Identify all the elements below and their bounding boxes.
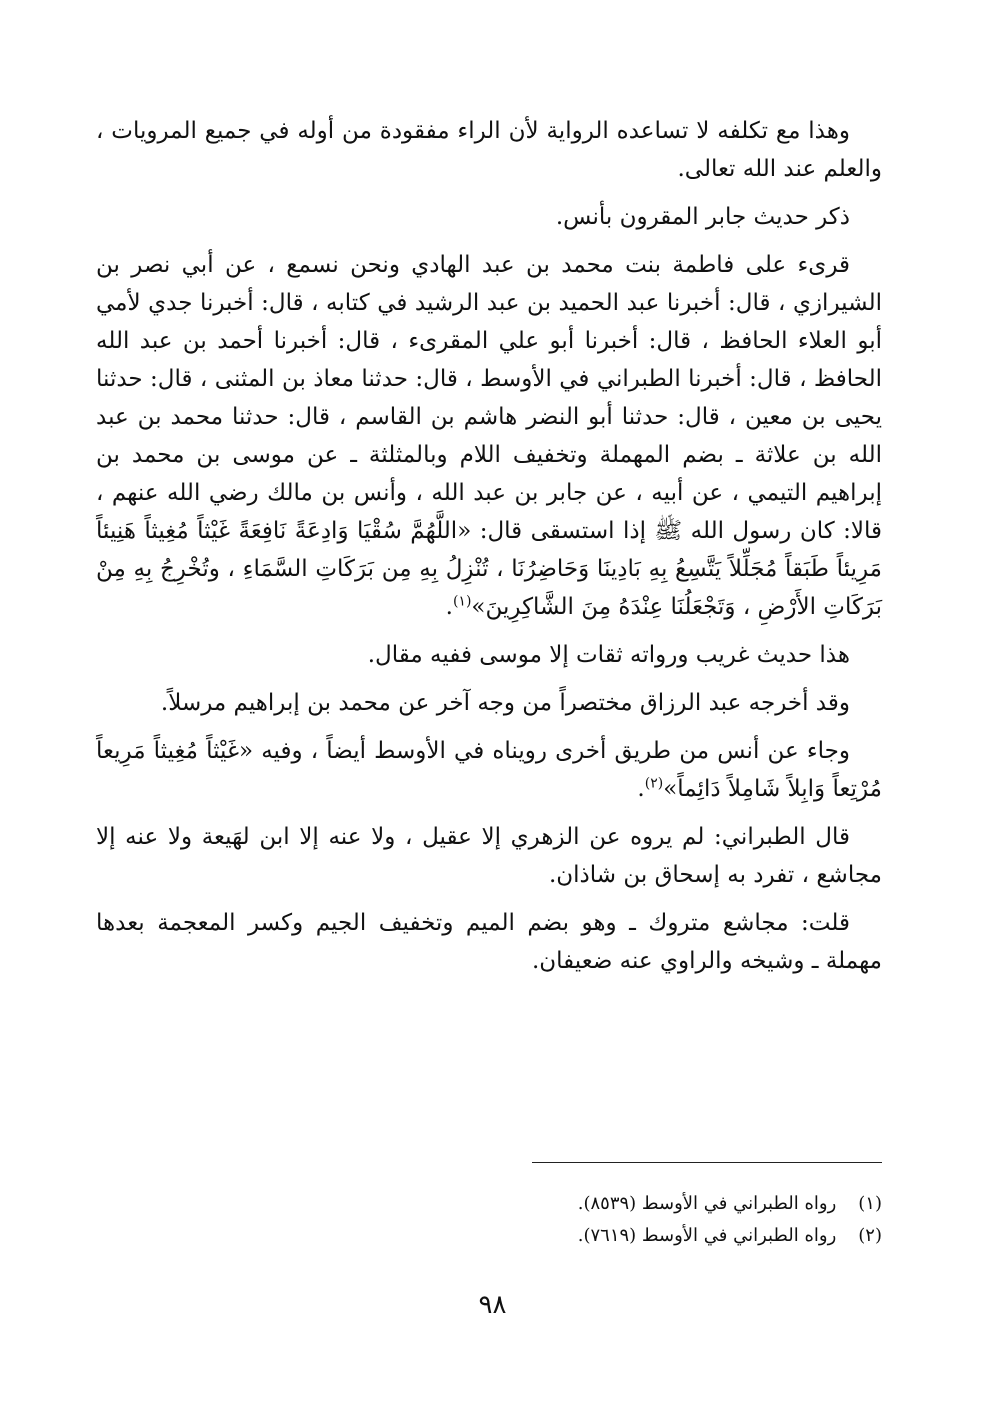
paragraph-tail: .	[637, 776, 645, 802]
footnote-number: (٢)	[858, 1225, 882, 1246]
page-number: ٩٨	[478, 1290, 507, 1320]
paragraph-text: هذا حديث غريب ورواته ثقات إلا موسى ففيه مقال.	[367, 642, 850, 668]
paragraph-8	[96, 904, 882, 980]
paragraph-text: قال الطبراني: لم يروه عن الزهري إلا عقيل ، ولا عنه إلا ابن لهَيعة ولا عنه إلا مجاشع ، تفرد به إسحاق بن شاذان.	[96, 824, 882, 888]
paragraph-4	[96, 636, 882, 674]
footnotes	[96, 1188, 882, 1252]
paragraph-1	[96, 112, 882, 188]
paragraph-text: وهذا مع تكلفه لا تساعده الرواية لأن الراء مفقودة من أوله في جميع المرويات ، والعلم عند الله تعالى.	[96, 118, 882, 182]
paragraph-2-heading	[96, 198, 882, 236]
paragraph-3-isnad	[96, 246, 882, 626]
paragraph-text: قرىء على فاطمة بنت محمد بن عبد الهادي ونحن نسمع ، عن أبي نصر بن الشيرازي ، قال: أخبرنا عبد الحميد بن عبد الرشيد في كتابه ، قال: أخبرنا جدي لأمي أبو العلاء الحافظ ، قال: أخبرنا أبو علي المقرىء ، قال: أخبرنا أحمد بن عبد الله الحافظ ، قال: أخبرنا الطبراني في الأوسط ، قال: حدثنا معاذ بن المثنى ، قال: حدثنا يحيى بن معين ، قال: حدثنا أبو النضر هاشم بن القاسم ، قال: حدثنا محمد بن عبد الله بن علاثة ـ بضم المهملة وتخفيف اللام وبالمثلثة ـ عن موسى بن محمد بن إبراهيم التيمي ، عن أبيه ، عن جابر بن عبد الله ، وأنس بن مالك رضي الله عنهم ، قالا: كان رسول الله ﷺ إذا استسقى قال: «اللَّهُمَّ سُقْيَا وَادِعَةً نَافِعَةً غَيْثاً مُغِيثاً هَنِيئاً مَرِيئاً طَبَقاً مُجَلِّلاً يَتَّسِعُ بِهِ بَادِينَا وَحَاضِرُنَا ، تُنْزِلُ بِهِ مِن بَرَكَاتِ السَّمَاءِ ، وتُخْرِجُ بِهِ مِنْ بَرَكَاتِ الأَرْضِ ، وَتَجْعَلُنَا عِنْدَهُ مِنَ الشَّاكِرِينَ»	[96, 252, 882, 620]
paragraph-text: وقد أخرجه عبد الرزاق مختصراً من وجه آخر عن محمد بن إبراهيم مرسلاً.	[160, 690, 850, 716]
paragraph-5	[96, 684, 882, 722]
footnote-1	[96, 1188, 882, 1220]
paragraph-text: ذكر حديث جابر المقرون بأنس.	[555, 204, 850, 230]
main-text	[96, 112, 882, 990]
paragraph-6	[96, 732, 882, 808]
paragraph-text: وجاء عن أنس من طريق أخرى رويناه في الأوسط أيضاً ، وفيه «غَيْثاً مُغِيثاً مَرِيعاً مُرْتِعاً وَابِلاً شَامِلاً دَائِماً»	[96, 738, 882, 802]
footnote-2	[96, 1220, 882, 1252]
paragraph-7	[96, 818, 882, 894]
footnote-ref-1[interactable]: (١)	[452, 593, 472, 610]
footnote-text: رواه الطبراني في الأوسط (٧٦١٩).	[577, 1225, 837, 1246]
footnote-divider	[532, 1162, 882, 1163]
footnote-ref-2[interactable]: (٢)	[644, 775, 664, 792]
paragraph-text: قلت: مجاشع متروك ـ وهو بضم الميم وتخفيف الجيم وكسر المعجمة بعدها مهملة ـ وشيخه والراوي عنه ضعيفان.	[96, 910, 882, 974]
paragraph-tail: .	[445, 594, 453, 620]
footnote-text: رواه الطبراني في الأوسط (٨٥٣٩).	[577, 1193, 837, 1214]
footnote-number: (١)	[858, 1193, 882, 1214]
